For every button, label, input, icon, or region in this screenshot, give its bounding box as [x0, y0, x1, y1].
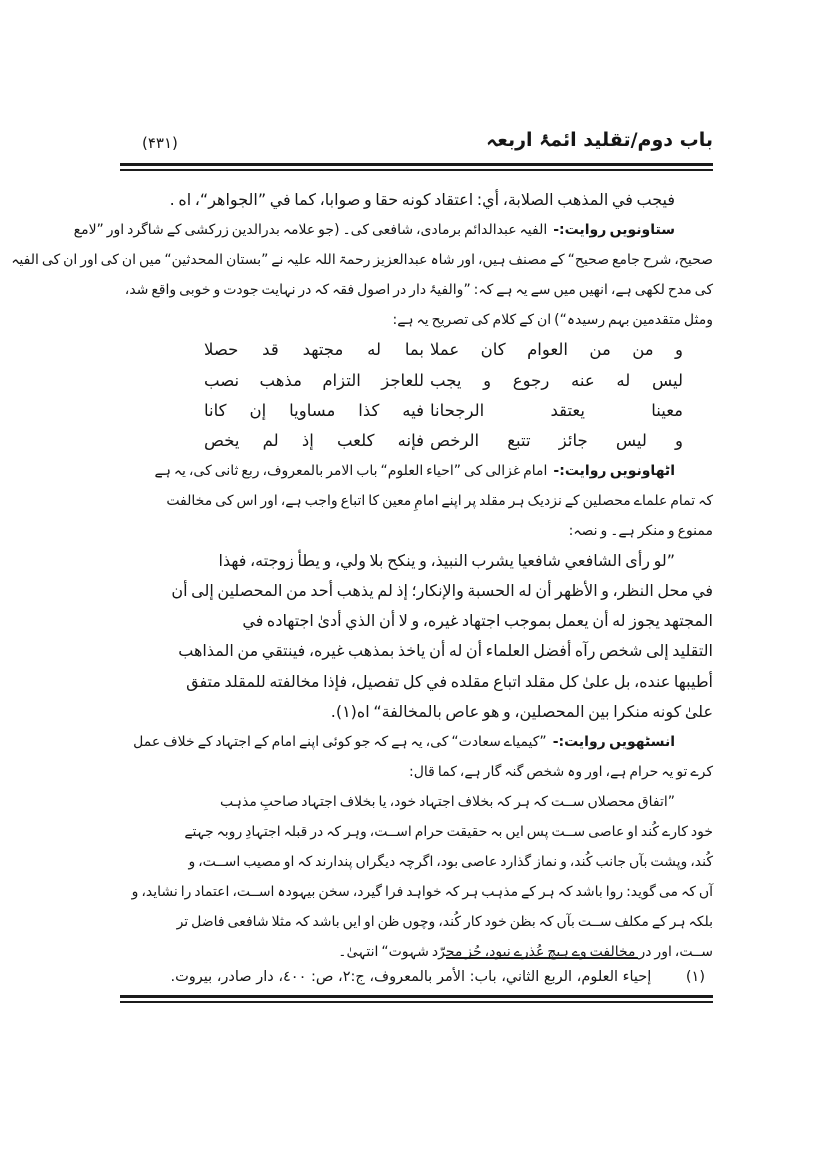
text-line: آں کہ می گوید: روا باشد کہ ہر کے مذہب ہر کہ خواہد فرا گیرد، سخن بیہودہ اســت، اعتماد را نشاید، و	[131, 884, 713, 901]
text-line: خود کارے کُند او عاصی ســت پس ایں بہ حقیقت حرام اســت، وہر کہ در قبلہ اجتہادِ روبہ جہتے	[184, 823, 713, 840]
footnote-separator	[446, 957, 638, 959]
verse-line	[120, 366, 713, 396]
text-line: أطيبها عنده، بل علىٰ كل مقلد اتباع مقلده في كل تفصيل، فإذا مخالفته للمقلد متفق	[186, 671, 713, 691]
footnote-text: إحياء العلوم، الربع الثاني، باب: الأمر بالمعروف، ج:٢، ص: ٤٠٠، دار صادر، بيروت.	[170, 969, 652, 985]
verse-line	[120, 426, 713, 456]
hemistich-left: فإنه كلعب إذ لم يخص	[204, 430, 424, 450]
text-line: ”اتفاق محصلاں ســت کہ ہر کہ بخلاف اجتہاد خود، یا بخلاف اجتہاد صاحبِ مذہب	[220, 793, 675, 810]
page-header	[120, 127, 713, 163]
text-line: کُند، وپشت بآں جانب کُند، و نماز گذارد عاصی بود، اگرچہ دیگراں پندارند کہ او مصیب اســت، و	[188, 854, 713, 871]
bottom-divider	[120, 995, 713, 1003]
verse-line	[120, 335, 713, 365]
text-line: کی مدح لکھی ہے، انھیں میں سے یہ ہے کہ: ”والفیۂ دار در اصول فقہ کہ در نہایت جودت و خوبی واقع شد،	[124, 282, 713, 299]
text-line: فيجب في المذهب الصلابة، أي: اعتقاد كونه حقا و صوابا، كما في ”الجواهر“، اه .	[169, 190, 675, 209]
text-line: کرے تو یہ حرام ہے، اور وہ شخص گنہ گار ہے، کما قال:	[409, 763, 713, 780]
footnote	[120, 963, 713, 991]
hemistich-left: للعاجز التزام مذهب نصب	[204, 370, 424, 390]
header-divider	[120, 163, 713, 171]
text-line: بلکہ ہر کے مکلف ســت بآں کہ بظن خود کار کُند، وچوں ظن او ایں باشد کہ مثلا شافعی فاضل تر	[176, 914, 713, 931]
section-label: ستاونویں روایت:-	[553, 222, 675, 239]
section-label: اٹھاونویں روایت:-	[553, 462, 675, 479]
hemistich-right: ليس له عنه رجوع و يجب	[430, 370, 683, 390]
text-line: اٹھاونویں روایت:-امام غزالی کی ”احیاء العلوم“ باب الامر بالمعروف، ربع ثانی کی، یہ ہے	[154, 462, 675, 479]
text-line: ومثل متقدمین بہم رسیدہ“) ان کے کلام کی تصریح یہ ہے:	[392, 312, 713, 329]
text-line: المجتهد يجوز له أن يعمل بموجب اجتهاد غيره، و لا أن الذي أدىٰ اجتهاده في	[242, 611, 713, 631]
hemistich-right: معينا يعتقد الرجحانا	[430, 400, 683, 420]
hemistich-left: بما له مجتهد قد حصلا	[204, 340, 424, 360]
text-line: ستاونویں روایت:-الفیہ عبدالدائم برمادی، شافعی کی۔ (جو علامہ بدرالدین زرکشی کے شاگرد اور ”لامع	[73, 222, 675, 239]
text-line: انسٹھویں روایت:-”کیمیاے سعادت“ کی، یہ ہے کہ جو کوئی اپنے امام کے اجتہاد کے خلاف عمل	[133, 733, 675, 750]
section-label: انسٹھویں روایت:-	[552, 733, 675, 750]
footnote-marker: (۱)	[685, 969, 705, 985]
text-line: التقليد إلى شخص رآه أفضل العلماء أن له أن ياخذ بمذهب غيره، فينتقي من المذاهب	[178, 641, 713, 661]
text-line: ســت، اور در مخالفت وے ہیچ عُذرے نبود، جُز مجرّد شہوت“ انتہیٰ۔	[338, 944, 713, 961]
hemistich-right: و ليس جائز تتبع الرخص	[430, 430, 683, 450]
page-number: (۴۳۱)	[142, 134, 178, 152]
page-body	[11, 185, 713, 967]
chapter-title: باب دوم/تقلید ائمۂ اربعہ	[486, 129, 713, 151]
text-line: ”لو رأى الشافعي شافعيا يشرب النبيذ، و ينكح بلا ولي، و يطأ زوجته، فهذا	[218, 551, 675, 571]
text-line: في محل النظر، و الأظهر أن له الحسبة والإنكار؛ إذ لم يذهب أحد من المحصلين إلى أن	[171, 581, 713, 601]
hemistich-right: و من من العوام كان عملا	[430, 340, 683, 360]
text-line: صحیح، شرح جامع صحیح“ کے مصنف ہیں، اور شاہ عبدالعزیز رحمۃ اللہ علیہ نے ”بستان المحدثین“ میں ان کی اور ان کی الفیہ	[11, 252, 713, 269]
text-line: کہ تمام علماے محصلین کے نزدیک ہر مقلد پر اپنے امامِ معین کا اتباع واجب ہے، اور اس کی مخالفت	[166, 492, 713, 509]
hemistich-left: فيه كذا مساويا إن كانا	[204, 400, 424, 420]
text-line: علىٰ كونه منكرا بين المحصلين، و هو عاص بالمخالفة“ اه(۱).	[330, 701, 713, 721]
text-line: ممنوع و منکر ہے۔ و نصہ:	[568, 523, 713, 540]
verse-line	[120, 396, 713, 426]
